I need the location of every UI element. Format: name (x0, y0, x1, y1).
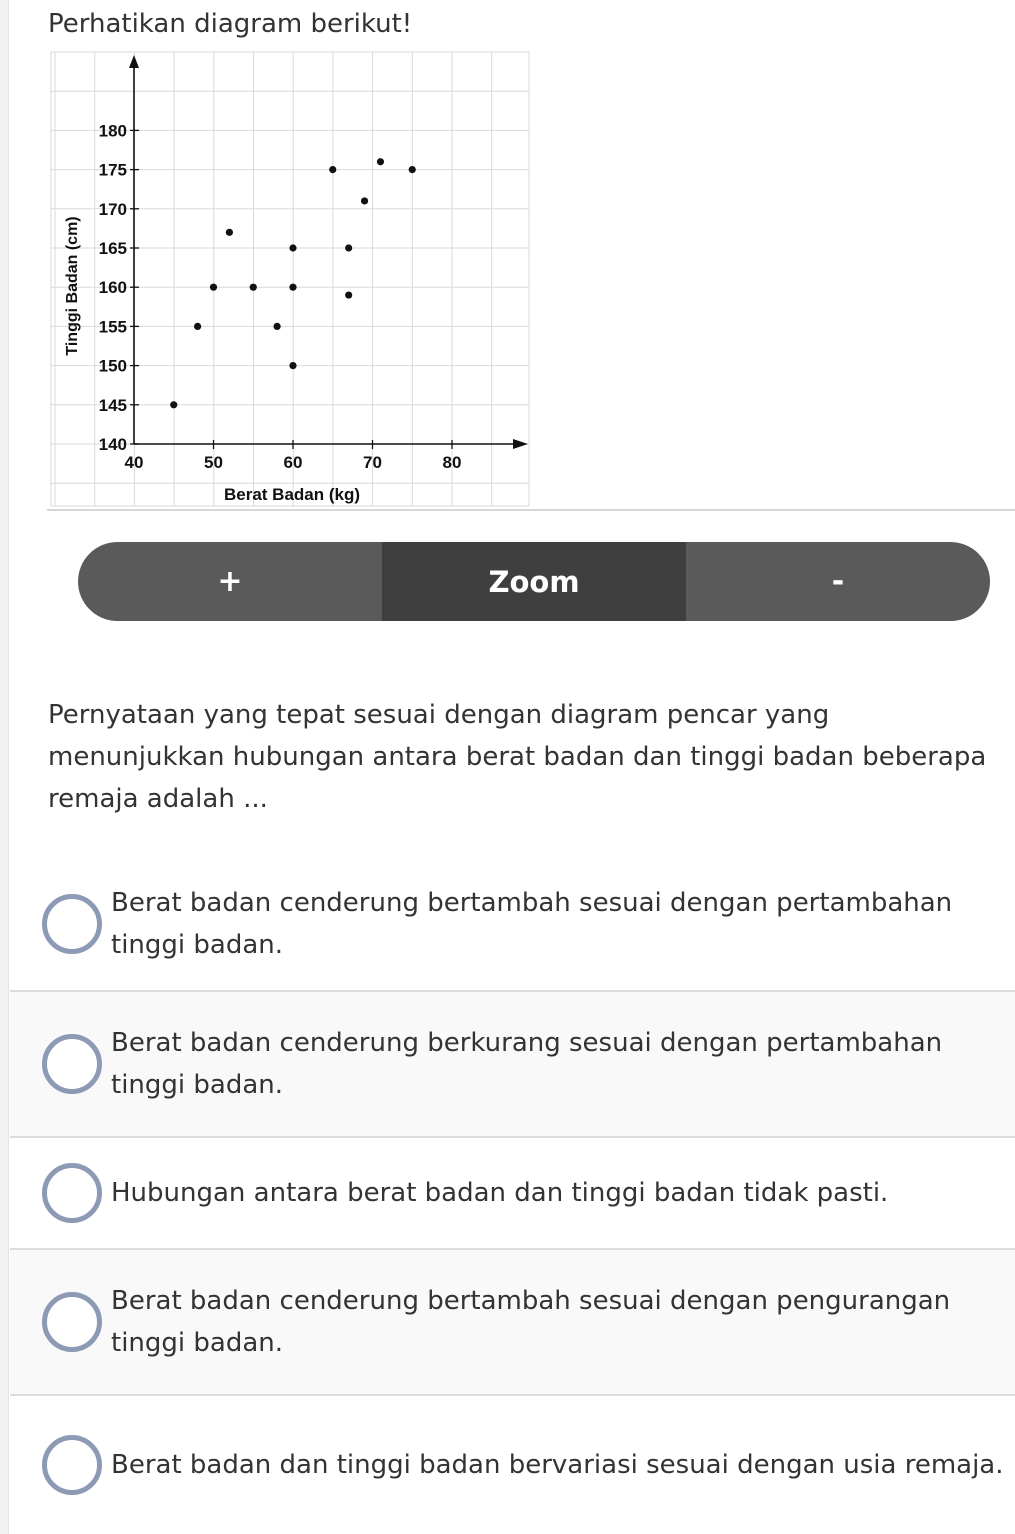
option-c[interactable] (10, 1138, 1015, 1250)
radio-icon[interactable] (42, 1292, 102, 1352)
y-tick-label: 155 (98, 317, 127, 337)
radio-icon[interactable] (42, 1034, 102, 1094)
data-point (377, 158, 384, 165)
scatter-chart-svg (47, 48, 532, 510)
question-text: Pernyataan yang tepat sesuai dengan diagram pencar yang menunjukkan hubungan antara berat badan dan tinggi badan beberapa remaja adalah ... (48, 700, 987, 814)
data-point (226, 229, 233, 236)
data-point (170, 401, 177, 408)
intro-text: Perhatikan diagram berikut! (48, 9, 413, 39)
data-point (289, 284, 296, 291)
data-point (361, 197, 368, 204)
y-tick-label: 175 (98, 160, 127, 180)
left-edge-border (0, 0, 9, 1534)
zoom-label: Zoom (382, 542, 686, 621)
data-point (345, 291, 352, 298)
option-a[interactable] (10, 858, 1015, 992)
data-point (289, 362, 296, 369)
zoom-out-button[interactable]: - (686, 542, 990, 621)
radio-icon[interactable] (42, 1435, 102, 1495)
x-tick-label: 70 (363, 453, 382, 472)
option-label: Berat badan cenderung bertambah sesuai dengan pertambahan tinggi badan. (111, 888, 953, 960)
y-tick-label: 170 (98, 199, 127, 219)
x-tick-label: 50 (204, 453, 223, 472)
option-label: Berat badan cenderung bertambah sesuai dengan pengurangan tinggi badan. (111, 1286, 951, 1358)
option-e[interactable] (10, 1396, 1015, 1534)
y-tick-label: 140 (98, 435, 127, 454)
data-point (210, 284, 217, 291)
radio-icon[interactable] (42, 1163, 102, 1223)
y-tick-label: 150 (98, 356, 127, 376)
x-axis-arrow-icon (513, 439, 528, 449)
radio-icon[interactable] (42, 894, 102, 954)
y-tick-label: 160 (98, 278, 127, 298)
option-b[interactable] (10, 992, 1015, 1138)
option-label: Berat badan dan tinggi badan bervariasi sesuai dengan usia remaja. (111, 1450, 1004, 1480)
scatter-chart (47, 48, 532, 510)
x-axis-label: Berat Badan (kg) (223, 485, 361, 504)
data-point (409, 166, 416, 173)
x-tick-label: 40 (124, 453, 144, 472)
option-label: Hubungan antara berat badan dan tinggi badan tidak pasti. (111, 1178, 889, 1208)
option-d[interactable] (10, 1250, 1015, 1396)
data-point (345, 244, 352, 251)
data-point (274, 323, 281, 330)
y-axis-label: Tinggi Badan (cm) (64, 216, 81, 356)
y-tick-label: 145 (98, 395, 127, 415)
zoom-in-button[interactable]: + (78, 542, 382, 621)
chart-divider (47, 509, 1015, 511)
data-point (250, 284, 257, 291)
x-tick-label: 80 (442, 453, 462, 472)
y-tick-label: 180 (98, 121, 127, 141)
data-point (329, 166, 336, 173)
y-tick-label: 165 (98, 239, 127, 258)
zoom-control (78, 542, 990, 621)
data-point (194, 323, 201, 330)
y-axis-arrow-icon (129, 55, 139, 68)
data-point (289, 244, 296, 251)
x-tick-label: 60 (283, 453, 303, 472)
answer-options (10, 858, 1015, 1534)
option-label: Berat badan cenderung berkurang sesuai dengan pertambahan tinggi badan. (111, 1028, 943, 1100)
